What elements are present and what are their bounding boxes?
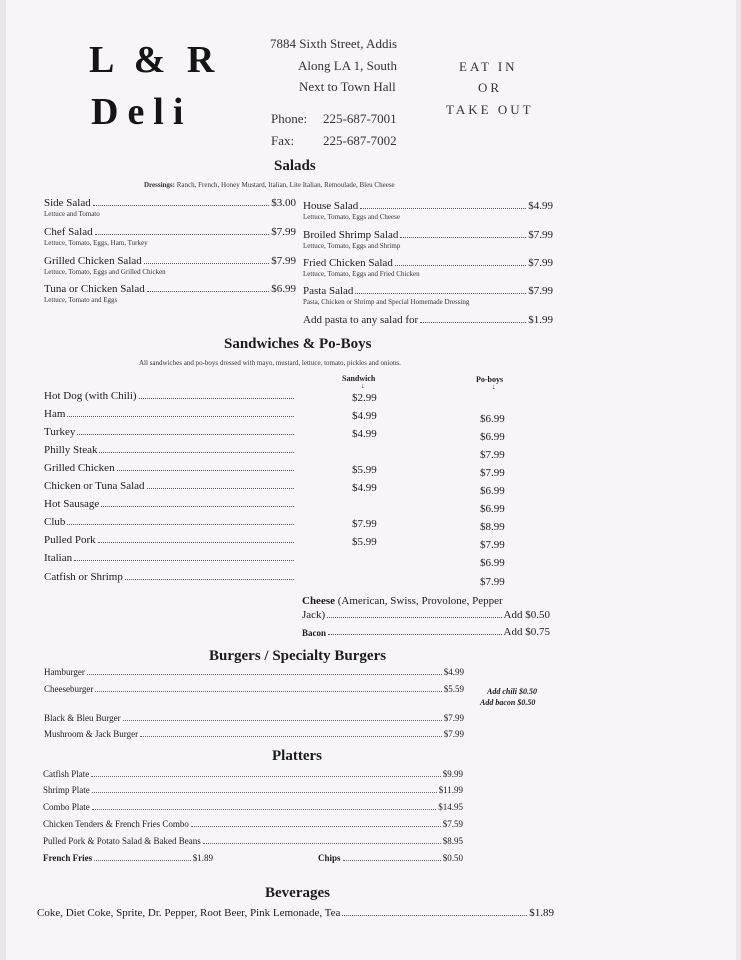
poboy-price: $6.99 <box>480 413 505 425</box>
address-line-3: Next to Town Hall <box>299 79 396 94</box>
sandwich-row: Philly Steak <box>44 444 296 456</box>
salad-desc: Lettuce, Tomato, Eggs and Cheese <box>303 213 400 221</box>
platter-item: Combo Plate $14.95 <box>43 802 463 812</box>
poboy-price: $6.99 <box>480 503 505 515</box>
col-poboy-header: Po-boys <box>476 375 504 384</box>
dressings-list: Ranch, French, Honey Mustard, Italian, Lite Italian, Remoulade, Bleu Cheese <box>176 181 395 189</box>
poboy-price: $6.99 <box>480 431 505 443</box>
address-line-1: 7884 Sixth Street, Addis <box>270 36 398 51</box>
salad-item: Chef Salad $7.99 <box>44 226 296 238</box>
sandwich-row: Club <box>44 516 296 528</box>
sandwiches-note: All sandwiches and po-boys dressed with mayo, mustard, lettuce, tomato, pickles and onions. <box>139 359 401 367</box>
platter-item: Chicken Tenders & French Fries Combo $7.59 <box>43 819 463 829</box>
burger-item: Hamburger $4.99 <box>44 667 464 677</box>
salad-item: Pasta Salad $7.99 <box>303 285 553 297</box>
sandwich-price: $5.99 <box>352 464 377 476</box>
poboy-price: $7.99 <box>480 449 505 461</box>
sandwich-row: Hot Dog (with Chili) <box>44 390 296 402</box>
chips-item: Chips $0.50 <box>318 853 463 863</box>
phone-number: 225-687-7001 <box>323 111 397 126</box>
sandwich-price: $4.99 <box>352 410 377 422</box>
salad-desc: Lettuce, Tomato and Eggs <box>44 296 118 304</box>
or-text: OR <box>478 80 503 95</box>
add-bacon-note: Add bacon $0.50 <box>480 698 536 707</box>
dressings-line <box>144 181 395 189</box>
sandwich-price: $4.99 <box>352 482 377 494</box>
platters-heading: Platters <box>272 748 322 764</box>
phone-label: Phone: <box>271 111 308 126</box>
salad-desc: Lettuce, Tomato, Eggs and Fried Chicken <box>303 270 420 278</box>
sandwich-price: $2.99 <box>352 392 377 404</box>
burger-item: Mushroom & Jack Burger $7.99 <box>44 729 464 739</box>
french-fries-item: French Fries $1.89 <box>43 853 213 863</box>
cheese-line: Cheese (American, Swiss, Provolone, Pepper <box>302 595 503 607</box>
salads-heading: Salads <box>274 158 316 174</box>
arrow-down-icon: ↓ <box>492 383 496 391</box>
eat-in-text: EAT IN <box>459 59 518 74</box>
dressings-label: Dressings: <box>144 181 175 189</box>
poboy-price: $7.99 <box>480 539 505 551</box>
salad-item: Fried Chicken Salad $7.99 <box>303 257 553 269</box>
burger-item: Black & Bleu Burger $7.99 <box>44 713 464 723</box>
platter-item: Pulled Pork & Potato Salad & Baked Beans $8.95 <box>43 836 463 846</box>
burger-item: Cheeseburger $5.59 <box>44 684 464 694</box>
menu-page <box>6 0 736 960</box>
sandwich-row: Pulled Pork <box>44 534 296 546</box>
sandwich-row: Hot Sausage <box>44 498 296 510</box>
salad-item: Tuna or Chicken Salad $6.99 <box>44 283 296 295</box>
arrow-down-icon: ↓ <box>361 382 365 390</box>
bacon-addon: Bacon Add $0.75 <box>302 626 550 638</box>
sandwich-row: Grilled Chicken <box>44 462 296 474</box>
sandwiches-heading: Sandwiches & Po-Boys <box>224 336 372 352</box>
beverage-item: Coke, Diet Coke, Sprite, Dr. Pepper, Root Beer, Pink Lemonade, Tea $1.89 <box>37 907 554 919</box>
add-chili-note: Add chili $0.50 <box>487 687 538 696</box>
poboy-price: $6.99 <box>480 485 505 497</box>
address-line-2: Along LA 1, South <box>298 58 397 73</box>
beverages-heading: Beverages <box>265 885 330 901</box>
sandwich-row: Catfish or Shrimp <box>44 571 296 583</box>
take-out-text: TAKE OUT <box>446 102 534 117</box>
sandwich-row: Italian <box>44 552 296 564</box>
fax-label: Fax: <box>271 133 295 148</box>
sandwich-row: Ham <box>44 408 296 420</box>
platter-item: Shrimp Plate $11.99 <box>43 785 463 795</box>
platter-item: Catfish Plate $9.99 <box>43 769 463 779</box>
salad-desc: Lettuce, Tomato, Eggs and Shrimp <box>303 242 401 250</box>
salad-item: Side Salad $3.00 <box>44 197 296 209</box>
poboy-price: $7.99 <box>480 576 505 588</box>
sandwich-row: Turkey <box>44 426 296 438</box>
salad-item: Grilled Chicken Salad $7.99 <box>44 255 296 267</box>
fax-number: 225-687-7002 <box>323 133 397 148</box>
sandwich-price: $4.99 <box>352 428 377 440</box>
cheese-addon: Jack) Add $0.50 <box>302 609 550 621</box>
poboy-price: $8.99 <box>480 521 505 533</box>
sandwich-row: Chicken or Tuna Salad <box>44 480 296 492</box>
salad-item: House Salad $4.99 <box>303 200 553 212</box>
salad-desc: Lettuce, Tomato, Eggs, Ham, Turkey <box>44 239 148 247</box>
poboy-price: $6.99 <box>480 557 505 569</box>
add-pasta-item: Add pasta to any salad for $1.99 <box>303 314 553 326</box>
salad-desc: Pasta, Chicken or Shrimp and Special Homemade Dressing <box>303 298 470 306</box>
salad-desc: Lettuce, Tomato, Eggs and Grilled Chicken <box>44 268 166 276</box>
col-sandwich-header: Sandwich <box>342 374 376 383</box>
logo-line-1: L & R <box>89 39 221 81</box>
salad-desc: Lettuce and Tomato <box>44 210 100 218</box>
sandwich-price: $5.99 <box>352 536 377 548</box>
burgers-heading: Burgers / Specialty Burgers <box>209 648 387 664</box>
sandwich-price: $7.99 <box>352 518 377 530</box>
salad-item: Broiled Shrimp Salad $7.99 <box>303 229 553 241</box>
logo-line-2: Deli <box>91 91 193 133</box>
poboy-price: $7.99 <box>480 467 505 479</box>
